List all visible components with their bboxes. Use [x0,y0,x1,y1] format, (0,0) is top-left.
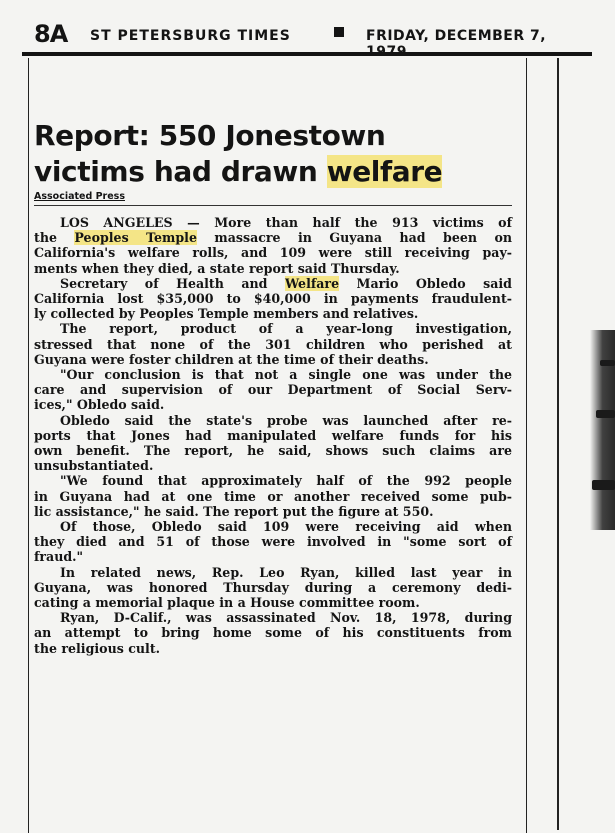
body-line: In related news, Rep. Leo Ryan, killed last year in [60,564,512,580]
masthead-rule [22,52,592,56]
byline: Associated Press [34,191,125,202]
byline-rule [34,205,512,206]
body-line: cating a memorial plaque in a House committee room. [34,595,420,611]
ink-speck [600,360,615,366]
body-line: Ryan, D-Calif., was assassinated Nov. 18, 1978, during [60,610,512,626]
body-line: the religious cult. [34,640,161,656]
body-line: "We found that approximately half of the 992 people [60,473,512,489]
body-line: Of those, Obledo said 109 were receiving aid when [60,519,512,535]
ink-speck [596,410,615,418]
body-line: they died and 51 of those were involved in "some sort of [34,534,512,550]
body-line: an attempt to bring home some of his constituents from [34,625,512,641]
highlighted-term: Peoples Temple [74,230,197,246]
headline [34,118,514,190]
headline-highlight: welfare [326,155,443,188]
body-line: ments when they died, a state report said Thursday. [34,260,400,276]
body-line: in Guyana had at one time or another received some pub- [34,488,512,504]
body-line: own benefit. The report, he said, shows such claims are [34,443,512,459]
ink-speck [592,480,615,490]
headline-line-2 [34,154,514,190]
body-line: "Our conclusion is that not a single one was under the [60,367,512,383]
masthead [22,18,592,52]
body-line: lic assistance," he said. The report put the figure at 550. [34,503,434,519]
body-line: care and supervision of our Department of Social Serv- [34,382,512,398]
body-line: ly collected by Peoples Temple members and relatives. [34,306,419,322]
article-body [34,215,512,656]
page-number: 8A [34,20,68,48]
body-line: the Peoples Temple massacre in Guyana had been on [34,230,512,246]
column-rule [557,58,559,830]
body-line: Guyana, was honored Thursday during a ceremony dedi- [34,579,512,595]
body-line: ices," Obledo said. [34,397,165,413]
highlighted-term: Welfare [284,275,340,291]
body-line: stressed that none of the 301 children who perished at [34,336,512,352]
square-bullet-icon [334,27,344,37]
body-line: ports that Jones had manipulated welfare funds for his [34,427,512,443]
body-line: unsubstantiated. [34,458,154,474]
body-line: Guyana were foster children at the time of their deaths. [34,351,429,367]
headline-line-2-text: victims had drawn [34,155,327,188]
issue-date: FRIDAY, DECEMBER 7, [366,28,547,44]
body-line: California lost $35,000 to $40,000 in payments fraudulent- [34,291,512,307]
body-line: LOS ANGELES — More than half the 913 victims of [60,215,512,230]
body-line: fraud." [34,549,84,565]
body-line: Obledo said the state's probe was launched after re- [60,412,512,428]
paper-name: ST PETERSBURG TIMES [90,28,291,44]
body-line: The report, product of a year-long investigation, [60,321,512,337]
headline-line-1: Report: 550 Jonestown [34,119,386,152]
body-line: Secretary of Health and Welfare Mario Obledo said [60,275,512,291]
body-line: California's welfare rolls, and 109 were still receiving pay- [34,245,512,261]
